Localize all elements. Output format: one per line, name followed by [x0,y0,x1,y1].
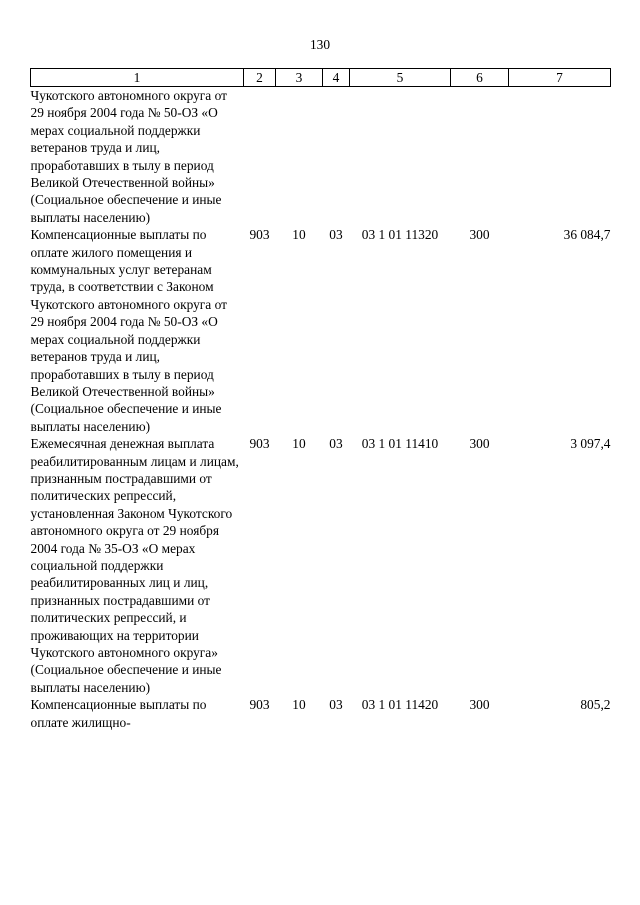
section-cell: 10 [292,697,306,713]
row-name-cell: Компенсационные выплаты по оплате жилищно- [30,697,207,730]
column-header-3: 3 [276,69,323,87]
subsection-cell [323,87,350,227]
row-name-cell: Компенсационные выплаты по оплате жилого помещения и коммунальных услуг ветеранам труда, в соответствии с Законом Чукотского автономного округа от 29 ноября 2004 года № 50-ОЗ «О мерах социальной поддержки ветеранов труда и лиц, проработавших в тылу в период Великой Отечественной войны» (Социальное обеспечение и иные выплаты населению) [30,227,227,434]
row-name-cell: Чукотского автономного округа от 29 ноября 2004 года № 50-ОЗ «О мерах социальной поддержки ветеранов труда и лиц, проработавших в тылу в период Великой Отечественной войны» (Социальное обеспечение и иные выплаты населению) [30,88,227,225]
column-header-4: 4 [323,69,350,87]
table-row [31,87,611,227]
expense-type-cell: 300 [469,697,490,713]
table-row [31,435,611,696]
expense-type-cell: 300 [469,436,490,452]
table-header-row [31,69,611,87]
expense-type-cell: 300 [469,227,490,243]
target-article-cell: 03 1 01 11320 [361,227,439,243]
section-cell: 10 [292,436,306,452]
target-article-cell: 03 1 01 11420 [361,697,439,713]
budget-table [30,68,611,731]
admin-code-cell: 903 [249,227,270,243]
table-row [31,226,611,435]
amount-cell: 3 097,4 [570,436,611,452]
column-header-6: 6 [451,69,509,87]
subsection-cell: 03 [329,697,343,713]
table-row [31,696,611,731]
section-cell [276,87,323,227]
column-header-1: 1 [31,69,244,87]
amount-cell: 36 084,7 [563,227,611,243]
subsection-cell: 03 [329,227,343,243]
column-header-7: 7 [509,69,611,87]
subsection-cell: 03 [329,436,343,452]
admin-code-cell: 903 [249,436,270,452]
column-header-2: 2 [244,69,276,87]
page-number: 130 [309,37,331,52]
column-header-5: 5 [350,69,451,87]
amount-cell [509,87,611,227]
expense-type-cell [451,87,509,227]
amount-cell: 805,2 [580,697,611,713]
section-cell: 10 [292,227,306,243]
target-article-cell [350,87,451,227]
admin-code-cell: 903 [249,697,270,713]
admin-code-cell [244,87,276,227]
target-article-cell: 03 1 01 11410 [361,436,439,452]
row-name-cell: Ежемесячная денежная выплата реабилитированным лицам и лицам, признанным пострадавшими от политических репрессий, установленная Законом Чукотского автономного округа от 29 ноября 2004 года № 35-ОЗ «О мерах социальной поддержки реабилитированных лиц и лиц, признанных пострадавшими от политических репрессий, и проживающих на территории Чукотского автономного округа» (Социальное обеспечение и иные выплаты населению) [30,436,239,695]
